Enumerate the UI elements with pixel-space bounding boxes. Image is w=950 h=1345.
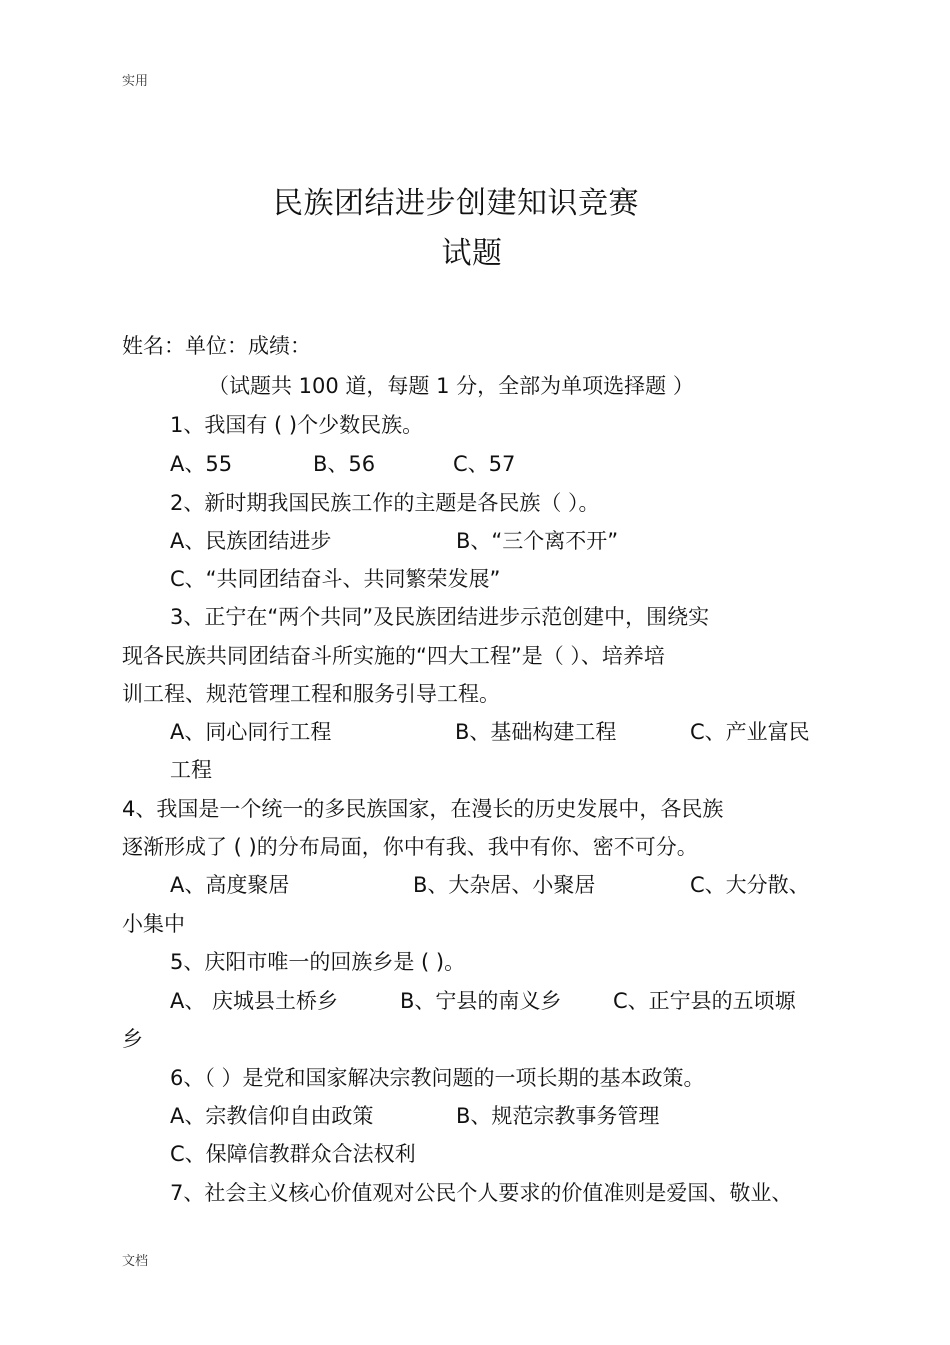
question-6-option-c: C、保障信教群众合法权利 (170, 1142, 416, 1166)
question-4-stem-line-2: 逐渐形成了 ( )的分布局面，你中有我、我中有你、密不可分。 (122, 835, 698, 859)
question-4-option-c-continued: 小集中 (122, 912, 185, 936)
question-3-option-b: B、基础构建工程 (455, 720, 617, 744)
question-3-option-c: C、产业富民 (690, 720, 810, 744)
question-4-option-b: B、大杂居、小聚居 (413, 873, 596, 897)
question-6-stem: 6、（ ）是党和国家解决宗教问题的一项长期的基本政策。 (170, 1066, 705, 1090)
question-1-option-c: C、57 (453, 452, 516, 476)
header-note: 实用 (122, 74, 149, 89)
question-2-stem: 2、新时期我国民族工作的主题是各民族（ ）。 (170, 491, 600, 515)
candidate-info-line: 姓名：单位：成绩： (122, 334, 311, 358)
question-1-stem: 1、我国有 ( )个少数民族。 (170, 413, 424, 437)
question-2-option-b: B、“三个离不开” (456, 529, 619, 553)
question-1-option-a: A、55 (170, 452, 233, 476)
page-subtitle: 试题 (441, 236, 503, 271)
question-3-stem-line-2: 现各民族共同团结奋斗所实施的“四大工程”是（ ）、培养培 (122, 644, 665, 668)
question-1-option-b: B、56 (313, 452, 376, 476)
question-3-stem-line-3: 训工程、规范管理工程和服务引导工程。 (122, 682, 500, 706)
question-4-stem-line-1: 4、我国是一个统一的多民族国家，在漫长的历史发展中，各民族 (122, 797, 724, 821)
question-6-option-b: B、规范宗教事务管理 (456, 1104, 660, 1128)
question-2-option-a: A、民族团结进步 (170, 529, 332, 553)
question-3-stem-line-1: 3、正宁在“两个共同”及民族团结进步示范创建中，围绕实 (170, 605, 710, 629)
question-5-option-c: C、正宁县的五顷塬 (613, 989, 796, 1013)
question-5-option-c-continued: 乡 (122, 1027, 143, 1051)
question-2-option-c: C、“共同团结奋斗、共同繁荣发展” (170, 567, 501, 591)
question-5-stem: 5、庆阳市唯一的回族乡是 ( )。 (170, 950, 466, 974)
question-3-option-c-continued: 工程 (170, 758, 212, 782)
question-4-option-c: C、大分散、 (690, 873, 810, 897)
question-5-option-b: B、宁县的南义乡 (400, 989, 562, 1013)
footer-note: 文档 (122, 1254, 149, 1269)
page-title: 民族团结进步创建知识竞赛 (273, 186, 639, 221)
instructions: （试题共 100 道，每题 1 分，全部为单项选择题 ） (208, 374, 694, 398)
question-5-option-a: A、 庆城县土桥乡 (170, 989, 339, 1013)
question-6-option-a: A、宗教信仰自由政策 (170, 1104, 374, 1128)
question-4-option-a: A、高度聚居 (170, 873, 290, 897)
question-3-option-a: A、同心同行工程 (170, 720, 332, 744)
question-7-stem: 7、社会主义核心价值观对公民个人要求的价值准则是爱国、敬业、 (170, 1181, 793, 1205)
